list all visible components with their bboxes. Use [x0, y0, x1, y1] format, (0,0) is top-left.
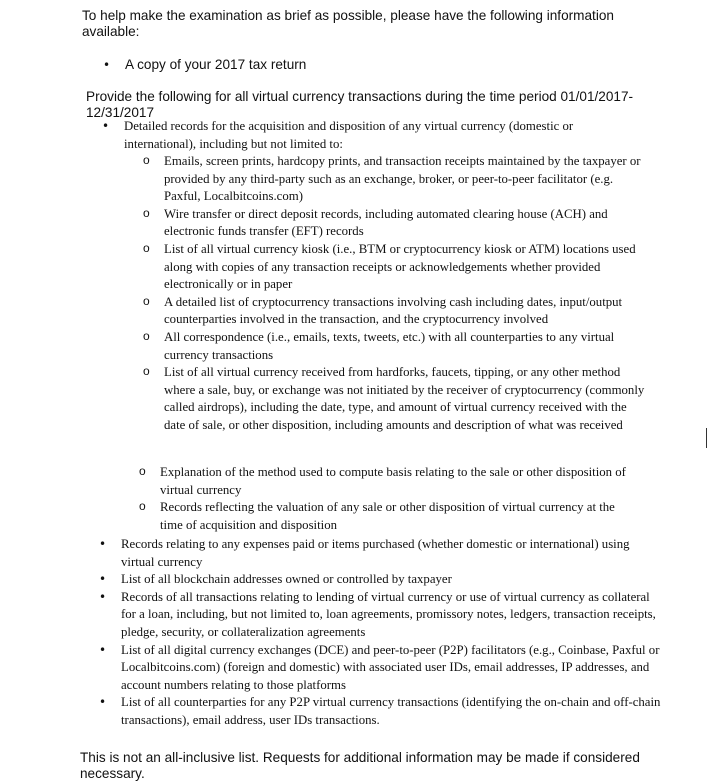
closing-paragraph: This is not an all-inclusive list. Requests for additional information may be made if considered necessary.	[80, 750, 640, 781]
list-item: • Records relating to any expenses paid or items purchased (whether domestic or international) using virtual currency	[121, 536, 661, 571]
detailed-records-list	[124, 118, 614, 153]
list-item: o Wire transfer or direct deposit records, including automated clearing house (ACH) and electronic funds transfer (EFT) records	[164, 206, 650, 241]
list-item: o All correspondence (i.e., emails, texts, tweets, etc.) with all counterparties to any virtual currency transactions	[164, 329, 650, 364]
list-item: • List of all blockchain addresses owned or controlled by taxpayer	[121, 571, 661, 589]
list-item: o List of all virtual currency received from hardforks, faucets, tipping, or any other method where a sale, buy, or exchange was not initiated by the receiver of cryptocurrency (commonly called airdrops), including the date, type, and amount of virtual currency received with the date of sale, or other disposition, including amounts and description of what was received	[164, 364, 650, 434]
page-edge-mark	[706, 428, 707, 448]
sub-list-a	[164, 153, 650, 435]
intro-paragraph: To help make the examination as brief as possible, please have the following information available:	[82, 8, 614, 39]
list-item: • Records of all transactions relating to lending of virtual currency or use of virtual currency as collateral for a loan, including, but not limited to, loan agreements, promissory notes, ledgers, transaction receipts, pledge, security, or collateralization agreements	[121, 589, 661, 642]
list-item: • List of all counterparties for any P2P virtual currency transactions (identifying the on-chain and off-chain transactions), email address, user IDs transactions.	[121, 694, 661, 729]
list-item: • List of all digital currency exchanges (DCE) and peer-to-peer (P2P) facilitators (e.g., Coinbase, Paxful or Localbitcoins.com) (foreign and domestic) with associated user IDs, email addresses, IP addresses, and account numbers relating to those platforms	[121, 642, 661, 695]
tax-return-list	[125, 57, 625, 73]
list-item: • A copy of your 2017 tax return	[125, 57, 625, 73]
sub-list-b	[160, 464, 640, 534]
main-bullet-list	[121, 536, 661, 730]
list-item: • Detailed records for the acquisition and disposition of any virtual currency (domestic or international), including but not limited to:	[124, 118, 614, 153]
list-item: o Records reflecting the valuation of any sale or other disposition of virtual currency at the time of acquisition and disposition	[160, 499, 640, 534]
list-item: o List of all virtual currency kiosk (i.e., BTM or cryptocurrency kiosk or ATM) locations used along with copies of any transaction receipts or acknowledgements whether provided electronically or in paper	[164, 241, 650, 294]
list-item: o A detailed list of cryptocurrency transactions involving cash including dates, input/output counterparties involved in the transaction, and the cryptocurrency involved	[164, 294, 650, 329]
provide-paragraph: Provide the following for all virtual currency transactions during the time period 01/01/2017-12/31/2017	[86, 89, 634, 120]
list-item: o Emails, screen prints, hardcopy prints, and transaction receipts maintained by the taxpayer or provided by any third-party such as an exchange, broker, or peer-to-peer facilitator (e.g. Paxful, Localbitcoins.com)	[164, 153, 650, 206]
list-item: o Explanation of the method used to compute basis relating to the sale or other disposition of virtual currency	[160, 464, 640, 499]
